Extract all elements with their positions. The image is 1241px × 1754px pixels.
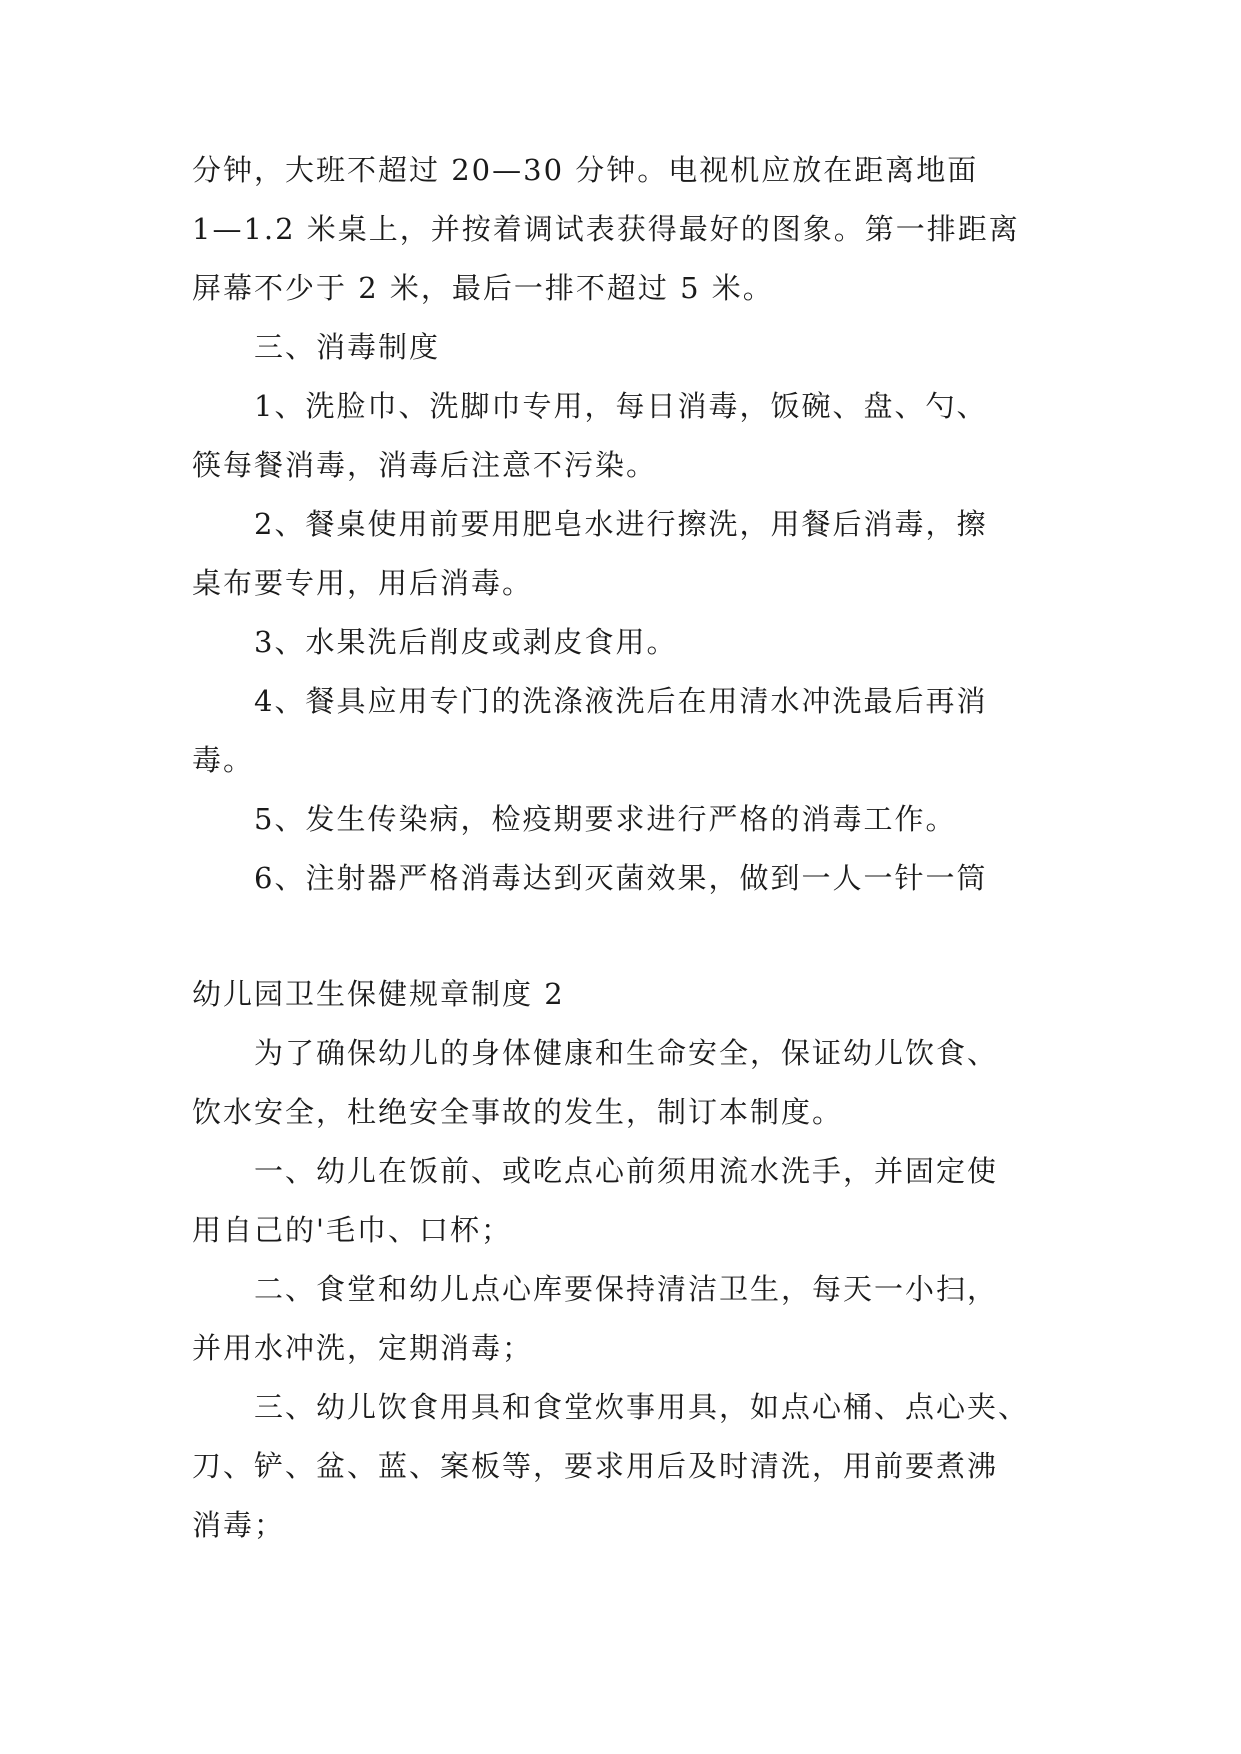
list-item-line: 三、幼儿饮食用具和食堂炊事用具，如点心桶、点心夹、: [254, 1390, 1030, 1424]
body-text-line: 为了确保幼儿的身体健康和生命安全，保证幼儿饮食、: [254, 1036, 999, 1070]
list-item-line: 消毒；: [192, 1508, 286, 1542]
body-text-line: 分钟，大班不超过 20—30 分钟。电视机应放在距离地面: [192, 153, 979, 187]
list-item-line: 6、注射器严格消毒达到灭菌效果，做到一人一针一筒: [254, 861, 988, 895]
list-item-line: 桌布要专用，用后消毒。: [192, 566, 534, 600]
list-item-line: 用自己的'毛巾、口杯；: [192, 1213, 512, 1247]
list-item-line: 一、幼儿在饭前、或吃点心前须用流水洗手，并固定使: [254, 1154, 999, 1188]
list-item-line: 3、水果洗后削皮或剥皮食用。: [254, 625, 678, 659]
body-text-line: 屏幕不少于 2 米，最后一排不超过 5 米。: [192, 271, 774, 305]
body-text-line: 1—1.2 米桌上，并按着调试表获得最好的图象。第一排距离: [192, 212, 1020, 246]
list-item-line: 5、发生传染病，检疫期要求进行严格的消毒工作。: [254, 802, 957, 836]
section-heading: 三、消毒制度: [254, 330, 441, 364]
list-item-line: 筷每餐消毒，消毒后注意不污染。: [192, 448, 658, 482]
list-item-line: 2、餐桌使用前要用肥皂水进行擦洗，用餐后消毒，擦: [254, 507, 988, 541]
list-item-line: 刀、铲、盆、蓝、案板等，要求用后及时清洗，用前要煮沸: [192, 1449, 999, 1483]
list-item-line: 并用水冲洗，定期消毒；: [192, 1331, 534, 1365]
list-item-line: 毒。: [192, 743, 255, 777]
document-title: 幼儿园卫生保健规章制度 2: [192, 977, 565, 1011]
body-text-line: 饮水安全，杜绝安全事故的发生，制订本制度。: [192, 1095, 844, 1129]
list-item-line: 二、食堂和幼儿点心库要保持清洁卫生，每天一小扫，: [254, 1272, 999, 1306]
list-item-line: 1、洗脸巾、洗脚巾专用，每日消毒，饭碗、盘、勺、: [254, 389, 988, 423]
list-item-line: 4、餐具应用专门的洗涤液洗后在用清水冲洗最后再消: [254, 684, 988, 718]
